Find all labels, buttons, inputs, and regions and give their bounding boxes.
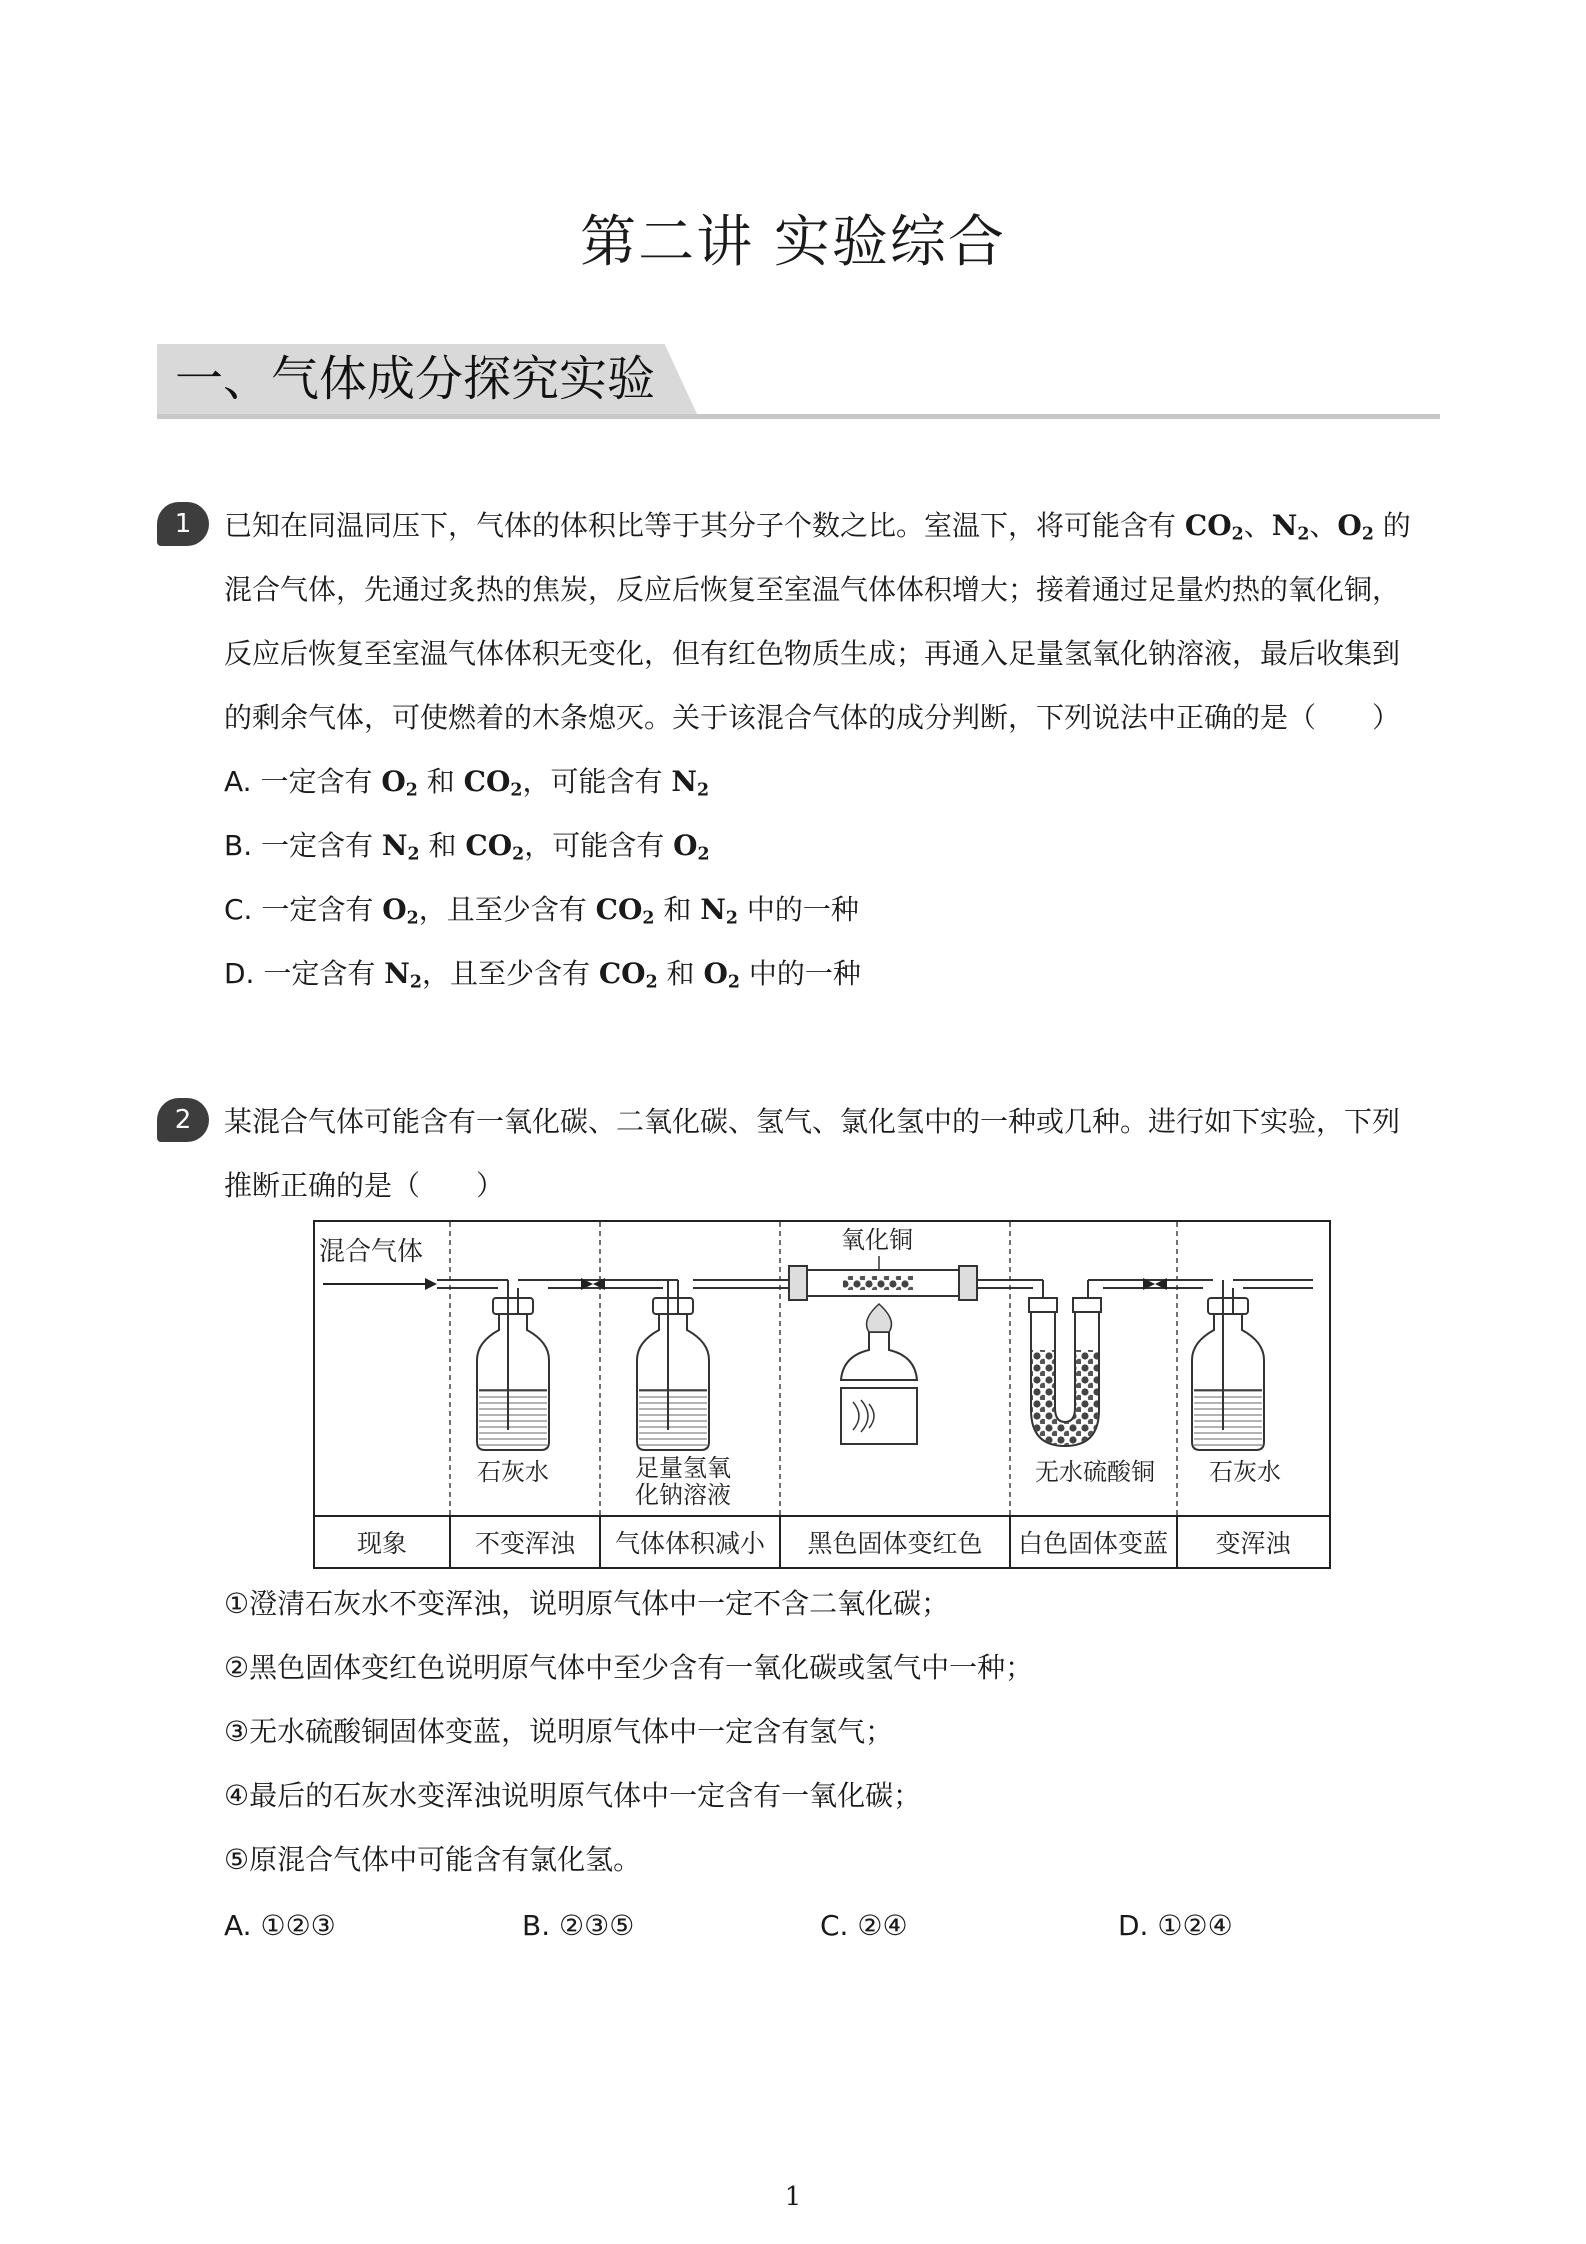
q2-line-1: 某混合气体可能含有一氧化碳、二氧化碳、氢气、氯化氢中的一种或几种。进行如下实验，下列 — [224, 1105, 1401, 1138]
q2-statement-2: ②黑色固体变红色说明原气体中至少含有一氧化碳或氢气中一种； — [224, 1651, 1034, 1684]
row-header: 现象 — [356, 1529, 408, 1558]
q1-option-c[interactable]: C. 一定含有 $O_2$，且至少含有 $CO_2$ 和 $N_2$ 中的一种 — [224, 893, 859, 929]
question-number-badge: 1 — [157, 502, 209, 546]
section-header-rule — [157, 414, 1440, 419]
q1-line-4: 的剩余气体，可使燃着的木条熄灭。关于该混合气体的成分判断，下列说法中正确的是（ ） — [224, 701, 1401, 734]
section-header — [157, 344, 1440, 420]
bottle1-label: 石灰水 — [477, 1458, 549, 1486]
q2-option-b[interactable]: B. ②③⑤ — [522, 1909, 635, 1942]
q1-line-3: 反应后恢复至室温气体体积无变化，但有红色物质生成；再通入足量氢氧化钠溶液，最后收集到 — [224, 637, 1401, 670]
q2-line-2: 推断正确的是（ ） — [224, 1169, 505, 1202]
bottle2-label-line1: 足量氢氧 — [635, 1454, 731, 1482]
bottle3-label: 石灰水 — [1209, 1458, 1281, 1486]
q1-line-1: 已知在同温同压下，气体的体积比等于其分子个数之比。室温下，将可能含有 $CO_2$、$N_2$、$O_2$ 的 — [224, 509, 1411, 545]
inlet-label: 混合气体 — [319, 1237, 424, 1267]
page-title: 第二讲 实验综合 — [580, 210, 1006, 275]
q2-option-a[interactable]: A. ①②③ — [224, 1909, 336, 1942]
q1-line-2: 混合气体，先通过炙热的焦炭，反应后恢复至室温气体体积增大；接着通过足量灼热的氧化铜， — [224, 573, 1401, 606]
section-header-text: 一、气体成分探究实验 — [175, 351, 656, 407]
q2-option-c[interactable]: C. ②④ — [820, 1909, 908, 1942]
q2-statement-3: ③无水硫酸铜固体变蓝，说明原气体中一定含有氢气； — [224, 1715, 894, 1748]
experiment-diagram — [313, 1220, 1331, 1569]
observation-5: 变浑浊 — [1215, 1529, 1291, 1558]
cuso4-label: 无水硫酸铜 — [1035, 1458, 1155, 1486]
cuo-label: 氧化铜 — [841, 1226, 913, 1254]
q2-statement-4: ④最后的石灰水变浑浊说明原气体中一定含有一氧化碳； — [224, 1779, 922, 1812]
observation-1: 不变浑浊 — [474, 1529, 576, 1558]
q2-option-d[interactable]: D. ①②④ — [1118, 1909, 1233, 1942]
observation-2: 气体体积减小 — [614, 1529, 766, 1558]
q1-option-a[interactable]: A. 一定含有 $O_2$ 和 $CO_2$，可能含有 $N_2$ — [224, 765, 710, 801]
observation-3: 黑色固体变红色 — [807, 1529, 983, 1558]
q2-statement-5: ⑤原混合气体中可能含有氯化氢。 — [224, 1843, 642, 1876]
q1-option-d[interactable]: D. 一定含有 $N_2$，且至少含有 $CO_2$ 和 $O_2$ 中的一种 — [224, 957, 861, 993]
q1-option-b[interactable]: B. 一定含有 $N_2$ 和 $CO_2$，可能含有 $O_2$ — [224, 829, 710, 865]
q2-statement-1: ①澄清石灰水不变浑浊，说明原气体中一定不含二氧化碳； — [224, 1587, 950, 1620]
question-number-badge: 2 — [157, 1098, 209, 1142]
observation-4: 白色固体变蓝 — [1017, 1529, 1169, 1558]
page-number: 1 — [784, 2182, 802, 2212]
bottle2-label-line2: 化钠溶液 — [635, 1481, 731, 1509]
